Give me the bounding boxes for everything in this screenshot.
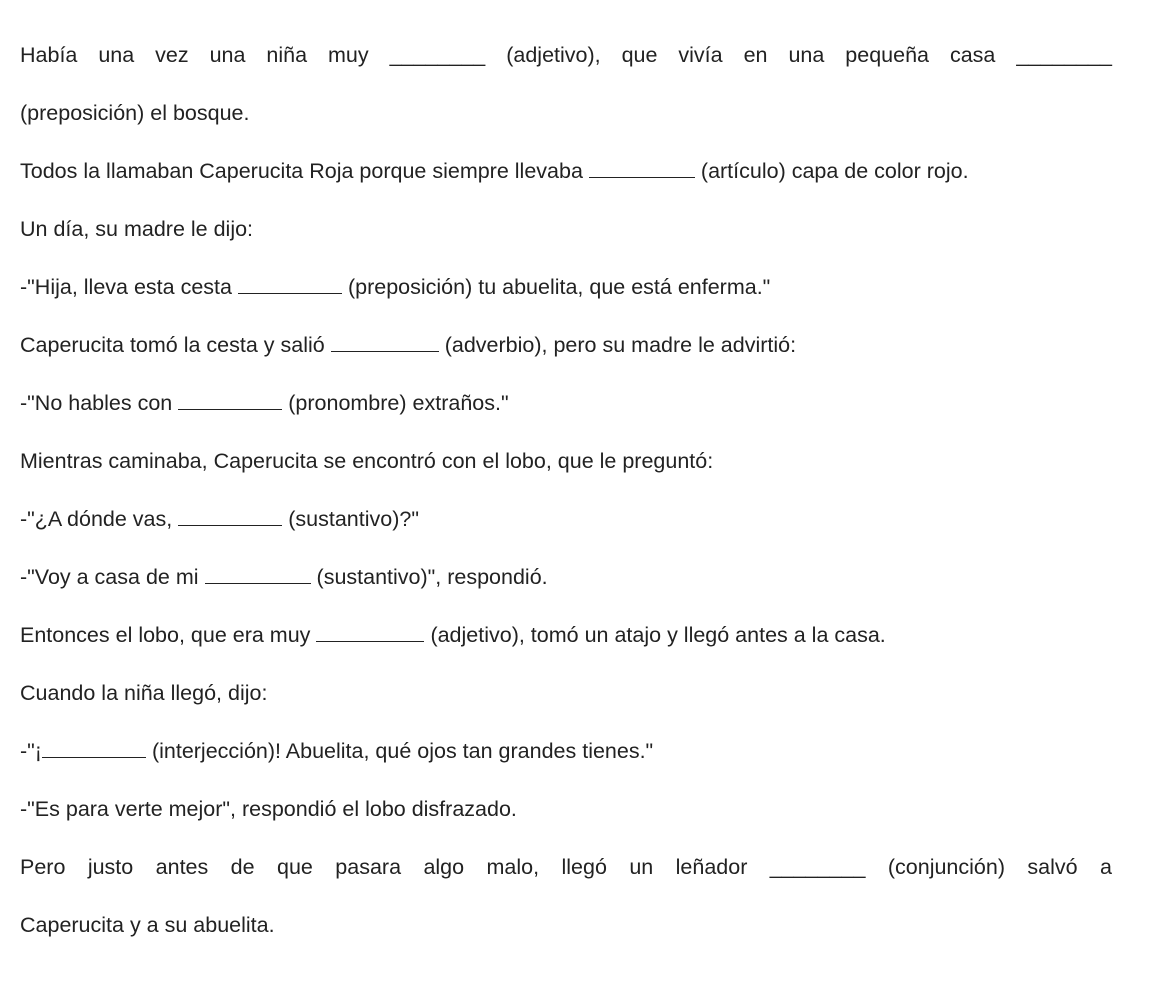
line-text-before: -"Hija, lleva esta cesta <box>20 275 232 299</box>
paragraph-line-4: Un día, su madre le dijo: <box>20 217 254 241</box>
word: leñador <box>675 855 748 879</box>
fill-blank-4 <box>238 275 342 294</box>
paragraph-line-10 <box>20 564 548 590</box>
line-text-after: (sustantivo)", respondió. <box>316 565 548 589</box>
word: una <box>98 43 135 67</box>
paragraph-line-7 <box>20 390 509 416</box>
line-text-after: (interjección)! Abuelita, qué ojos tan grandes tienes." <box>151 739 654 763</box>
line-text-before: -"No hables con <box>20 391 173 415</box>
word: que <box>277 855 313 879</box>
word: una <box>788 43 825 67</box>
line-text-before: Caperucita tomó la cesta y salió <box>20 333 325 357</box>
word: a <box>1100 855 1112 879</box>
line-text-after: (artículo) capa de color rojo. <box>700 159 969 183</box>
fill-blank-11: ________ <box>769 855 866 879</box>
word: niña <box>266 43 308 67</box>
word: muy <box>328 43 369 67</box>
line-text-before: Entonces el lobo, que era muy <box>20 623 311 647</box>
paragraph-line-5 <box>20 274 770 300</box>
word: que <box>621 43 658 67</box>
word: de <box>230 855 255 879</box>
fill-blank-10 <box>42 739 146 758</box>
word: una <box>209 43 246 67</box>
line-text-before: -"¡ <box>20 739 42 763</box>
fill-blank-3 <box>589 159 695 178</box>
word: (conjunción) <box>887 855 1005 879</box>
fill-blank-2: ________ <box>1016 43 1112 67</box>
line-text-after: (preposición) tu abuelita, que está enferma." <box>347 275 771 299</box>
paragraph-line-12: Cuando la niña llegó, dijo: <box>20 681 268 705</box>
paragraph-line-14: -"Es para verte mejor", respondió el lobo disfrazado. <box>20 797 517 821</box>
paragraph-line-3 <box>20 158 969 184</box>
paragraph-line-6 <box>20 332 796 358</box>
fill-blank-9 <box>316 623 424 642</box>
paragraph-line-16: Caperucita y a su abuelita. <box>20 913 275 937</box>
word: casa <box>949 43 996 67</box>
line-text-after: (adjetivo), tomó un atajo y llegó antes a la casa. <box>430 623 886 647</box>
word: justo <box>87 855 134 879</box>
line-text-after: (adverbio), pero su madre le advirtió: <box>444 333 797 357</box>
line-text-after: (sustantivo)?" <box>288 507 419 531</box>
word: llegó <box>561 855 607 879</box>
paragraph-line-2: (preposición) el bosque. <box>20 101 250 125</box>
fill-blank-6 <box>178 391 282 410</box>
word: pasara <box>335 855 402 879</box>
paragraph-line-8: Mientras caminaba, Caperucita se encontró con el lobo, que le preguntó: <box>20 449 714 473</box>
word: Había <box>20 43 78 67</box>
word: malo, <box>486 855 540 879</box>
line-text-before: Todos la llamaban Caperucita Roja porque siempre llevaba <box>20 159 583 183</box>
word: en <box>743 43 768 67</box>
line-text-before: -"¿A dónde vas, <box>20 507 173 531</box>
fill-blank-7 <box>178 507 282 526</box>
word: pequeña <box>845 43 929 67</box>
paragraph-line-15 <box>20 854 1112 880</box>
word: antes <box>155 855 209 879</box>
word: un <box>629 855 654 879</box>
paragraph-line-9 <box>20 506 419 532</box>
word: Pero <box>20 855 66 879</box>
fill-blank-1: ________ <box>389 43 486 67</box>
line-text-after: (pronombre) extraños." <box>288 391 509 415</box>
word: (adjetivo), <box>506 43 601 67</box>
fill-blank-8 <box>205 565 311 584</box>
word: salvó <box>1027 855 1078 879</box>
paragraph-line-13 <box>20 738 653 764</box>
paragraph-line-11 <box>20 622 886 648</box>
fill-blank-5 <box>331 333 439 352</box>
word: algo <box>423 855 465 879</box>
paragraph-line-1 <box>20 42 1112 68</box>
word: vivía <box>678 43 723 67</box>
line-text-before: -"Voy a casa de mi <box>20 565 199 589</box>
word: vez <box>155 43 189 67</box>
